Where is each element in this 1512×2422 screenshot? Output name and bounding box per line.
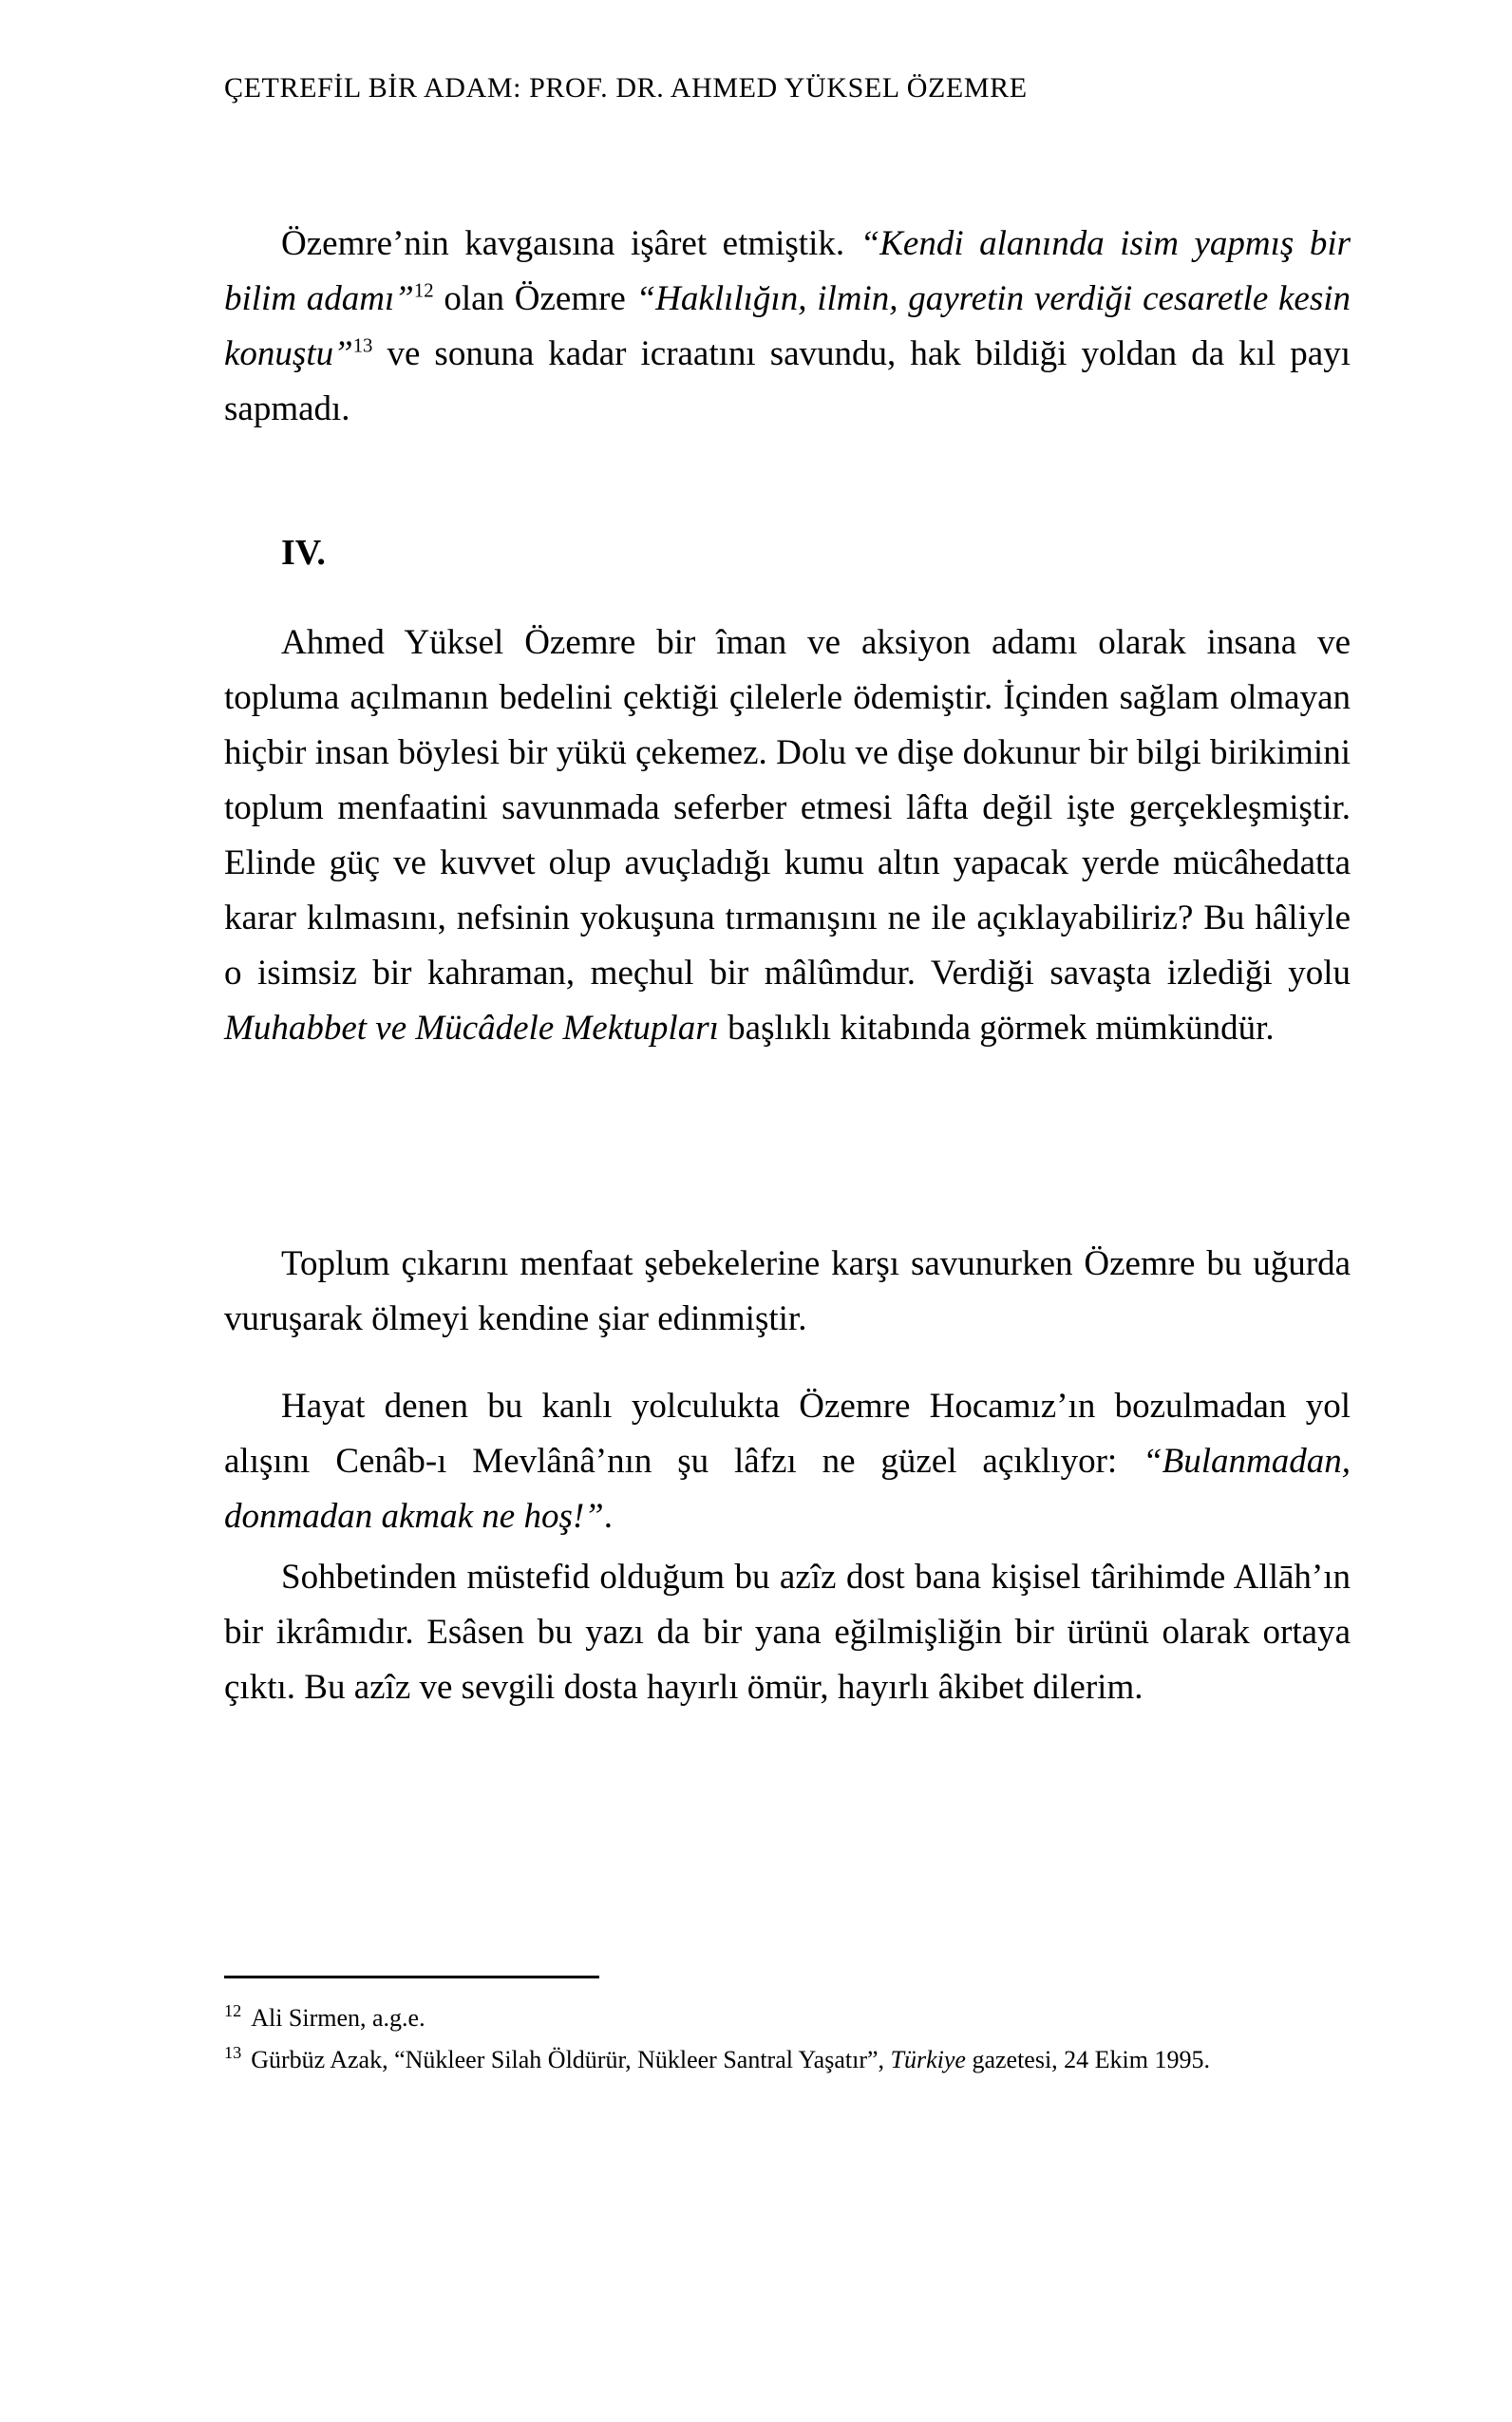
book-title: Muhabbet ve Mücâdele Mektupları bbox=[224, 1009, 719, 1048]
paragraph-intro-block bbox=[224, 217, 1351, 437]
footnote-text-12: Ali Sirmen, a.g.e. bbox=[251, 2004, 425, 2032]
intro-text-part-3: ve sonuna kadar icraatını savundu, hak bildiği yoldan da kıl payı sapmadı. bbox=[224, 334, 1351, 428]
section-number-heading: IV. bbox=[281, 533, 326, 573]
paragraph-three bbox=[224, 1379, 1351, 1544]
paragraph-intro bbox=[224, 217, 1351, 437]
paragraph-three-block bbox=[224, 1379, 1351, 1544]
footnote-text-13: Gürbüz Azak, “Nükleer Silah Öldürür, Nükleer Santral Yaşatır”, bbox=[251, 2046, 891, 2073]
intro-quote-1: “Kendi alanında isim yapmış bir bilim adamı” bbox=[224, 224, 1351, 318]
footnote-separator-rule bbox=[224, 1976, 599, 1978]
footnote-ref-12[interactable]: 12 bbox=[413, 280, 434, 302]
three-text-part-1: Hayat denen bu kanlı yolculukta Özemre Hocamız’ın bozulmadan yol alışını Cenâb-ı Mevlânâ’nın şu lâfzı ne güzel açıklıyor: bbox=[224, 1387, 1351, 1481]
paragraph-main bbox=[224, 615, 1351, 1056]
intro-text-part-2: olan Özemre bbox=[433, 279, 636, 318]
mevlana-quote: “Bulanmadan, donmadan akmak ne hoş!” bbox=[224, 1442, 1351, 1536]
paragraph-four: Sohbetinden müstefid olduğum bu azîz dost bana kişisel târihimde Allāh’ın bir ikrâmıdır. Esâsen bu yazı da bir yana eğilmişliğin bir ürünü olarak ortaya çıktı. Bu azîz ve sevgili dosta hayırlı ömür, hayırlı âkibet dilerim. bbox=[224, 1558, 1351, 1707]
paragraph-two: Toplum çıkarını menfaat şebekelerine karşı savunurken Özemre bu uğurda vuruşarak ölmeyi kendine şiar edinmiştir. bbox=[224, 1244, 1351, 1338]
footnote-item-12 bbox=[224, 1999, 1351, 2037]
footnote-number-13: 13 bbox=[224, 2043, 242, 2063]
footnote-area bbox=[224, 1976, 1351, 2083]
footnote-13-italic-source: Türkiye bbox=[890, 2046, 966, 2073]
footnote-item-13 bbox=[224, 2041, 1351, 2079]
main-text-part-2: başlıklı kitabında görmek mümkündür. bbox=[718, 1009, 1275, 1048]
three-text-part-2: . bbox=[603, 1497, 614, 1536]
main-text-part-1: Ahmed Yüksel Özemre bir îman ve aksiyon adamı olarak insana ve topluma açılmanın bedelini çektiği çilelerle ödemiştir. İçinden sağlam olmayan hiçbir insan böylesi bir yükü çekemez. Dolu ve dişe dokunur bir bilgi birikimini toplum menfaatini savunmada seferber etmesi lâfta değil işte gerçekleşmiştir. Elinde güç ve kuvvet olup avuçladığı kumu altın yapacak yerde mücâhedatta karar kılmasını, nefsinin yokuşuna tırmanışını ne ile açıklayabiliriz? Bu hâliyle o isimsiz bir kahraman, meçhul bir mâlûmdur. Verdiği savaşta izlediği yolu bbox=[224, 623, 1351, 993]
footnote-ref-13[interactable]: 13 bbox=[352, 335, 373, 357]
intro-text-part-1: Özemre’nin kavgaısına işâret etmiştik. bbox=[281, 224, 860, 263]
running-header: ÇETREFİL BİR ADAM: PROF. DR. AHMED YÜKSEL ÖZEMRE bbox=[224, 72, 1028, 104]
paragraph-four-block bbox=[224, 1550, 1351, 1715]
footnote-number-12: 12 bbox=[224, 2001, 242, 2021]
footnote-13-text-after: gazetesi, 24 Ekim 1995. bbox=[965, 2046, 1211, 2073]
intro-quote-2: “Haklılığın, ilmin, gayretin verdiği cesaretle kesin konuştu” bbox=[224, 279, 1351, 373]
paragraph-two-block bbox=[224, 1237, 1351, 1347]
paragraph-main-block bbox=[224, 615, 1351, 1056]
